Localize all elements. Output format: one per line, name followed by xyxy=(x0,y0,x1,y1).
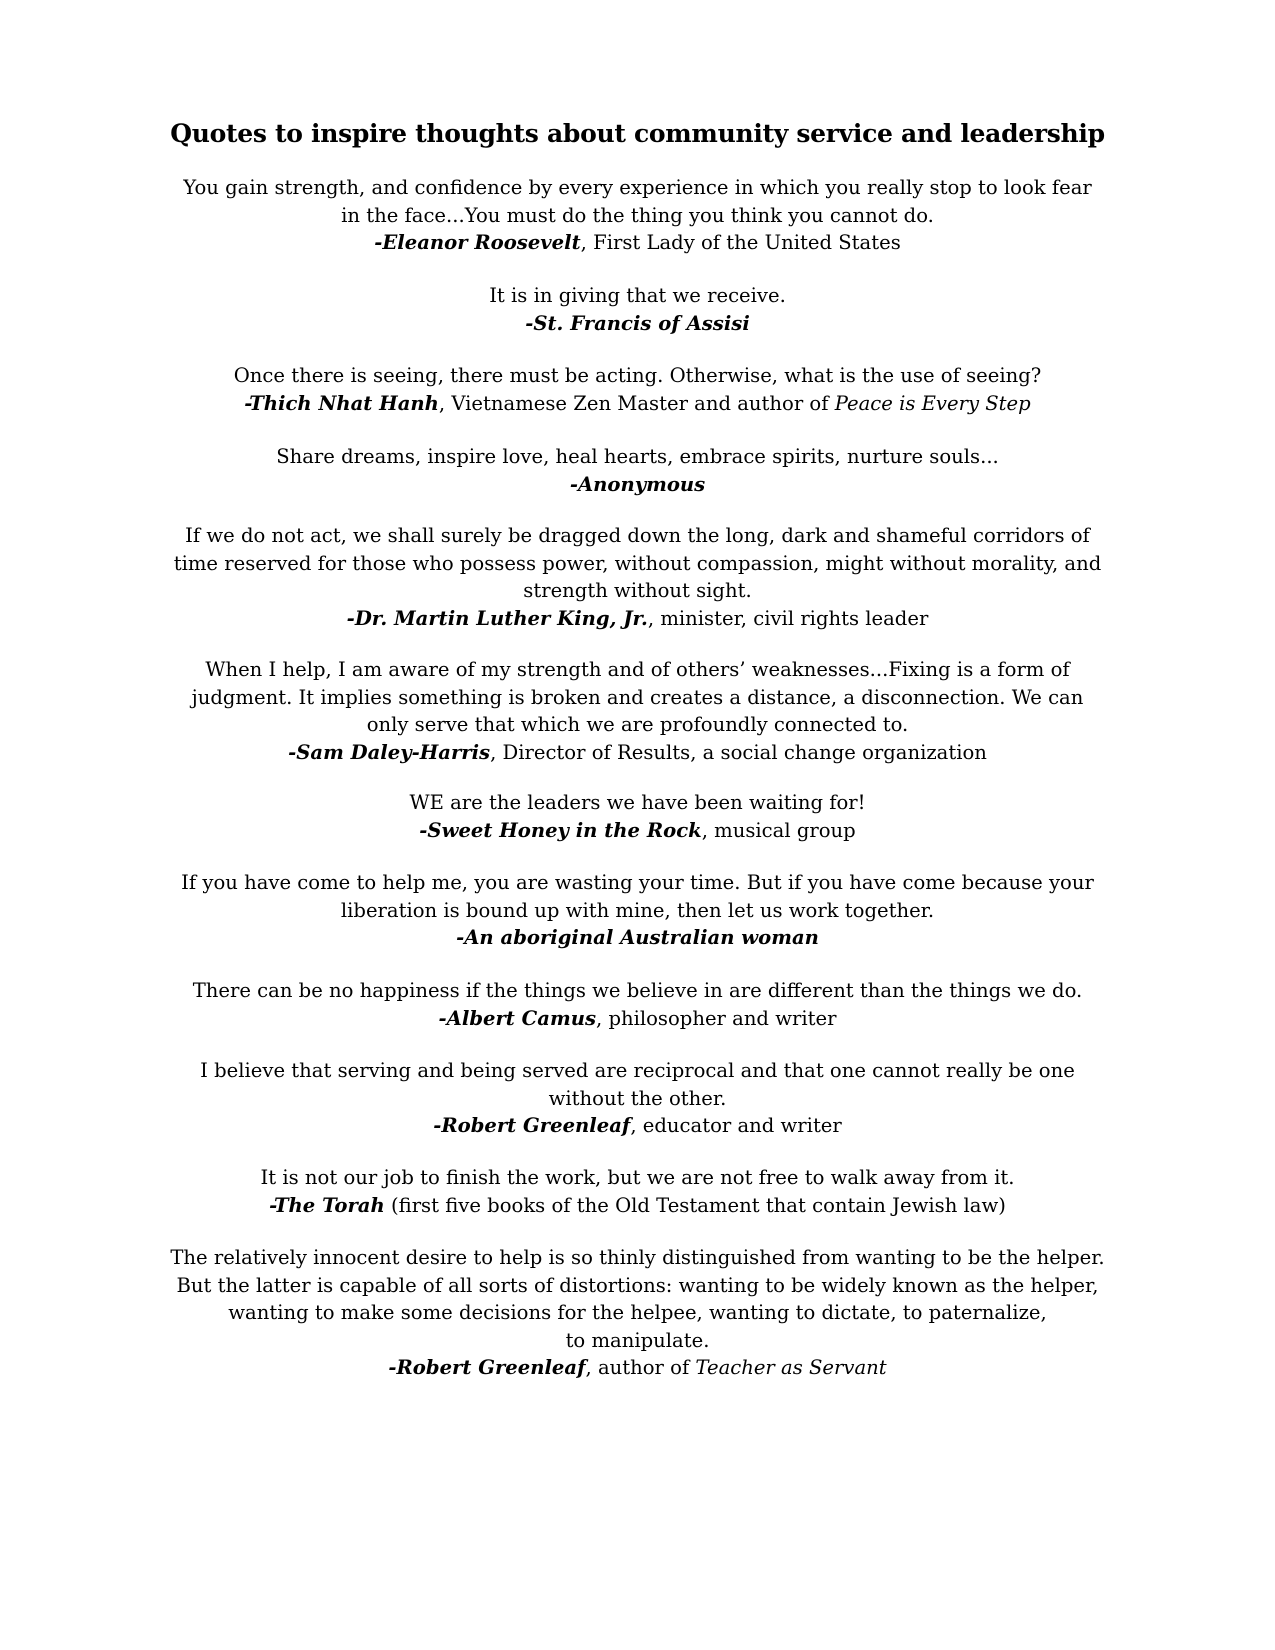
quote-line: WE are the leaders we have been waiting for! xyxy=(409,791,866,814)
quote-line: Once there is seeing, there must be acting. Otherwise, what is the use of seeing? xyxy=(233,364,1042,387)
attribution-dash: - xyxy=(569,472,578,496)
attribution-dash: - xyxy=(419,818,428,842)
quote-block xyxy=(100,1244,1175,1382)
quote-author: Eleanor Roosevelt xyxy=(382,231,581,255)
quote-block xyxy=(100,282,1175,337)
attribution-dash: - xyxy=(456,926,465,950)
page-title: Quotes to inspire thoughts about community service and leadership xyxy=(170,119,1105,148)
attribution-dash: - xyxy=(244,391,250,415)
attribution xyxy=(100,390,1175,418)
quote-block xyxy=(100,1164,1175,1219)
author-description: , educator and writer xyxy=(630,1114,842,1138)
quote-line: liberation is bound up with mine, then let us work together. xyxy=(340,898,935,922)
quote-line: time reserved for those who possess power, without compassion, might without morality, and xyxy=(173,551,1102,575)
quote-line: It is not our job to finish the work, but we are not free to walk away from it. xyxy=(260,1166,1015,1189)
quote-author: St. Francis of Assisi xyxy=(533,311,750,335)
quote-line: judgment. It implies something is broken and creates a distance, a disconnection. We can xyxy=(191,685,1084,709)
author-description: , Vietnamese Zen Master and author of xyxy=(438,391,835,415)
quote-line: If we do not act, we shall surely be dragged down the long, dark and shameful corridors of xyxy=(185,524,1090,547)
author-description: (first five books of the Old Testament that contain Jewish law) xyxy=(384,1193,1006,1217)
quote-block xyxy=(100,174,1175,257)
quote-block xyxy=(100,1057,1175,1140)
quote-line: wanting to make some decisions for the helpee, wanting to dictate, to paternalize, xyxy=(228,1301,1047,1325)
quote-line: It is in giving that we receive. xyxy=(489,284,786,307)
quote-block xyxy=(100,362,1175,417)
quote-block xyxy=(100,869,1175,952)
quote-line: There can be no happiness if the things we believe in are different than the things we do. xyxy=(192,979,1083,1002)
quote-line: in the face...You must do the thing you think you cannot do. xyxy=(341,203,934,227)
quote-line: The relatively innocent desire to help is so thinly distinguished from wanting to be the helper. xyxy=(170,1246,1105,1269)
author-description: , musical group xyxy=(701,818,856,842)
quote-author: An aboriginal Australian woman xyxy=(464,926,819,950)
quote-line: But the latter is capable of all sorts of distortions: wanting to be widely known as the helper, xyxy=(176,1273,1099,1297)
attribution-dash: - xyxy=(288,740,297,764)
quote-author: Thich Nhat Hanh xyxy=(249,391,439,415)
attribution xyxy=(100,310,1175,338)
quote-block xyxy=(100,977,1175,1032)
attribution xyxy=(100,471,1175,499)
attribution xyxy=(100,1112,1175,1140)
attribution xyxy=(100,1192,1175,1220)
quote-block xyxy=(100,522,1175,632)
author-description: , First Lady of the United States xyxy=(580,231,901,255)
quote-line: You gain strength, and confidence by every experience in which you really stop to look fear xyxy=(183,176,1092,199)
quote-block xyxy=(100,443,1175,498)
quote-line: If you have come to help me, you are wasting your time. But if you have come because your xyxy=(181,871,1094,894)
quote-author: The Torah xyxy=(273,1193,385,1217)
quote-author: Robert Greenleaf xyxy=(396,1356,586,1380)
quote-author: Dr. Martin Luther King, Jr. xyxy=(354,606,648,630)
attribution-dash: - xyxy=(433,1114,442,1138)
quote-author: Sweet Honey in the Rock xyxy=(427,818,702,842)
author-description: , minister, civil rights leader xyxy=(647,606,929,630)
attribution xyxy=(100,1354,1175,1382)
quote-line: Share dreams, inspire love, heal hearts, embrace spirits, nurture souls... xyxy=(276,445,999,468)
attribution xyxy=(100,924,1175,952)
quote-line: without the other. xyxy=(548,1086,727,1110)
work-title: Peace is Every Step xyxy=(834,391,1031,415)
attribution-dash: - xyxy=(525,311,534,335)
author-description: , philosopher and writer xyxy=(595,1006,837,1030)
quote-line: I believe that serving and being served are reciprocal and that one cannot really be one xyxy=(200,1059,1075,1082)
attribution xyxy=(100,1005,1175,1033)
quote-line: When I help, I am aware of my strength and of others’ weaknesses...Fixing is a form of xyxy=(205,658,1070,681)
quote-line: only serve that which we are profoundly connected to. xyxy=(366,713,909,737)
attribution-dash: - xyxy=(346,606,355,630)
quote-line: strength without sight. xyxy=(523,579,752,603)
quote-block xyxy=(100,789,1175,844)
quote-author: Albert Camus xyxy=(446,1006,596,1030)
author-description: , author of xyxy=(585,1356,696,1380)
attribution-dash: - xyxy=(438,1006,447,1030)
attribution xyxy=(100,739,1175,767)
work-title: Teacher as Servant xyxy=(695,1356,887,1380)
attribution xyxy=(100,605,1175,633)
quote-author: Sam Daley-Harris xyxy=(296,740,491,764)
quote-line: to manipulate. xyxy=(565,1328,710,1352)
attribution-dash: - xyxy=(374,231,383,255)
attribution-dash: - xyxy=(388,1356,397,1380)
author-description: , Director of Results, a social change organization xyxy=(490,740,987,764)
quote-block xyxy=(100,656,1175,766)
attribution-dash: - xyxy=(269,1193,274,1217)
attribution xyxy=(100,817,1175,845)
quote-author: Robert Greenleaf xyxy=(441,1114,631,1138)
attribution xyxy=(100,229,1175,257)
quote-author: Anonymous xyxy=(577,472,706,496)
